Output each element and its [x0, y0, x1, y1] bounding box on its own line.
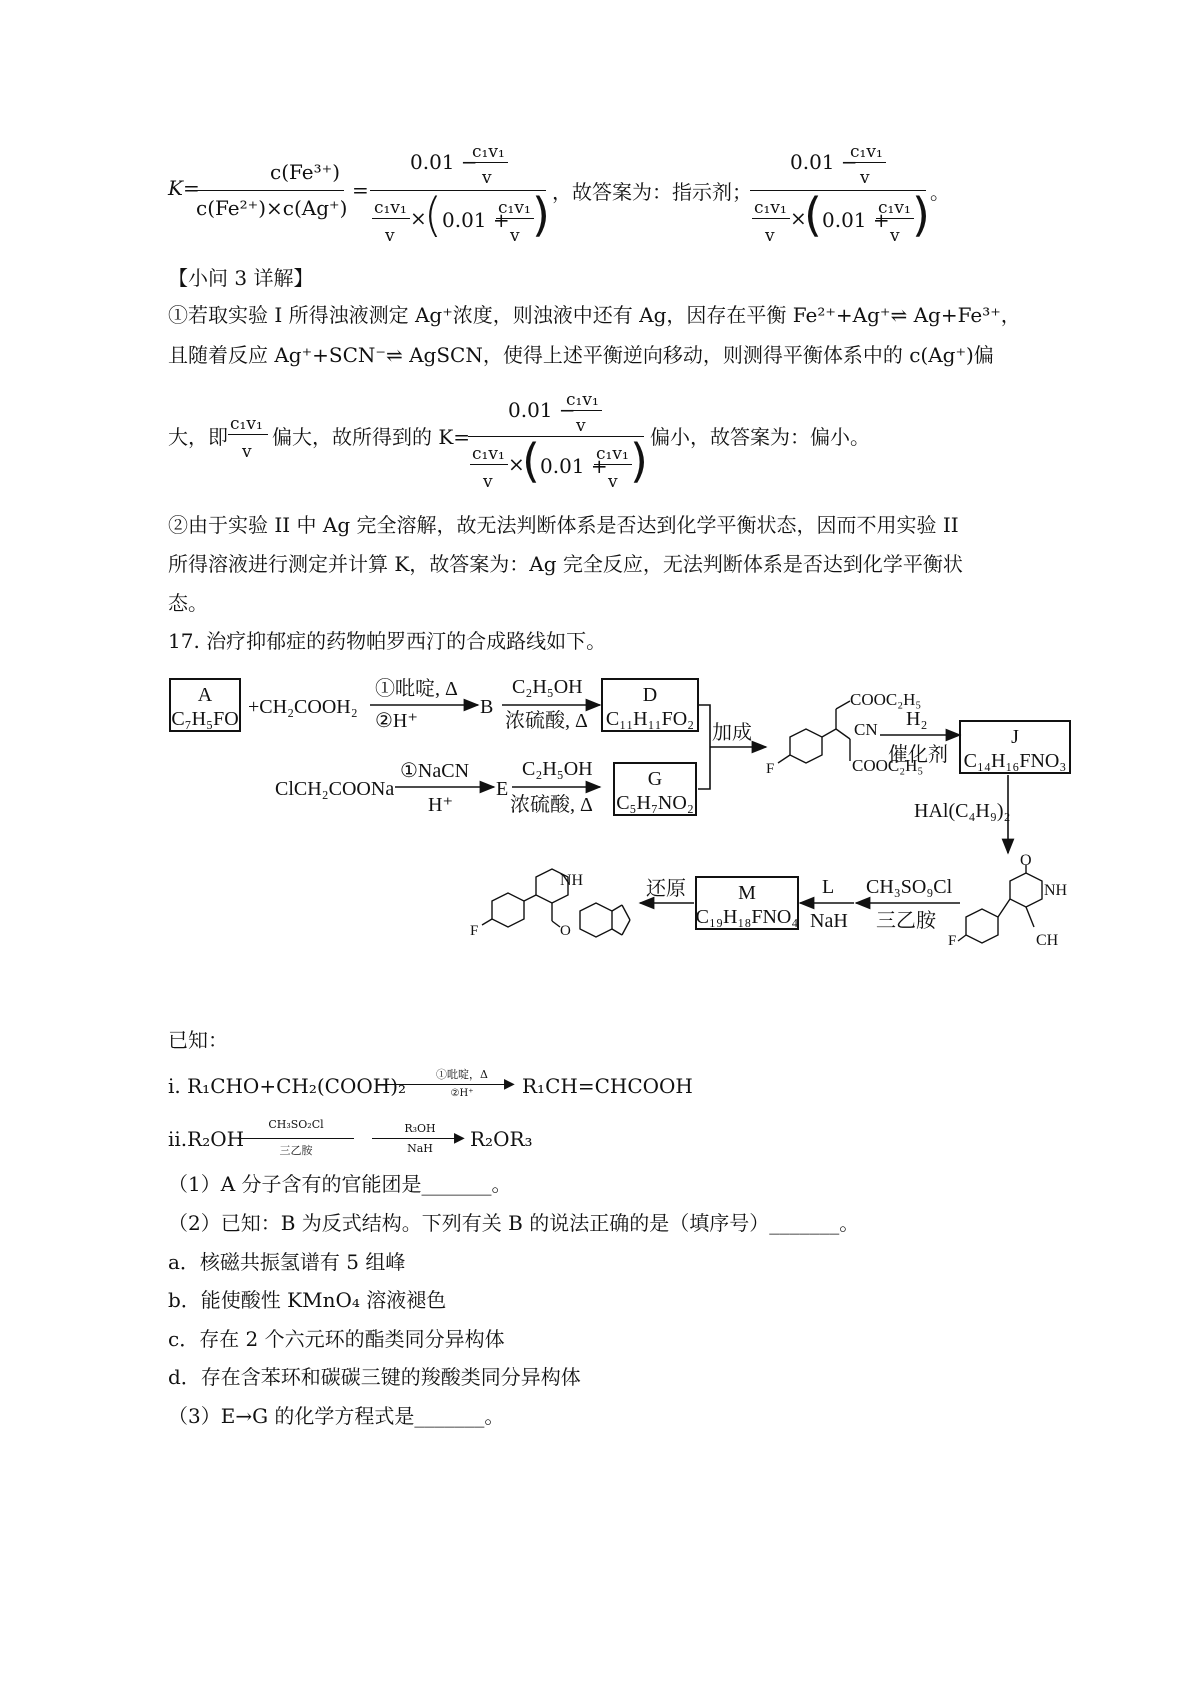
int-cooc2h5-top: COOC₂H₅ [850, 690, 922, 709]
den-c1v1b: c₁v₁ [498, 198, 531, 218]
known-ii-c1-top: CH₃SO₂Cl [268, 1118, 324, 1131]
k-numerator: c(Fe³⁺) [270, 160, 340, 184]
box-g-label: G [647, 768, 663, 790]
den-bar [372, 218, 410, 219]
cond3-top: ①NaCN [400, 760, 470, 782]
cond4a-top: C₂H₅OH [522, 758, 593, 780]
answer-indicator: ，故答案为：指示剂； [552, 180, 752, 204]
known-ii-right: R₂OR₃ [470, 1127, 533, 1151]
known-ii-c2-top: R₃OH [404, 1122, 436, 1135]
box-j-label: J [1011, 726, 1019, 748]
den3-bar2 [594, 464, 632, 465]
q3-p2-line2: 所得溶液进行测定并计算 K，故答案为：Ag 完全反应，无法判断体系是否达到化学平衡状 [168, 552, 963, 576]
den-bar2 [496, 218, 534, 219]
label-e: E [496, 778, 509, 800]
box-d-formula: C₁₁H₁₁FO₂ [605, 708, 695, 730]
lactam-f: F [948, 933, 957, 949]
known-ii-bar [238, 1138, 354, 1139]
known-ii-c1-bot: 三乙胺 [279, 1144, 313, 1157]
clch2coona: ClCH₂COONa [275, 778, 395, 800]
box-m-label: M [738, 882, 756, 904]
cond4a-bot: 浓硫酸, Δ [510, 794, 593, 816]
frac2-a: 0.01 − [790, 150, 858, 174]
addition-label: 加成 [712, 722, 752, 744]
known-i-arrowhead: ▶ [504, 1076, 515, 1092]
frac3-a: 0.01 − [508, 398, 576, 422]
known-ii-left: ii.R₂OH [168, 1127, 245, 1151]
synthesis-scheme [160, 665, 1080, 965]
frac2-c1v1: c₁v₁ [850, 142, 883, 162]
box-j-formula: C₁₄H₁₆FNO₃ [963, 750, 1067, 772]
paren3-open: ( [522, 434, 540, 488]
den3-v: v [483, 472, 493, 492]
frac3-c1v1: c₁v₁ [566, 390, 599, 410]
den-vb: v [510, 226, 520, 246]
known-i-left: i. R₁CHO+CH₂(COOH)₂ [168, 1074, 407, 1098]
cond9: 还原 [646, 878, 686, 900]
inner-bar2 [846, 162, 886, 163]
lactam-nh: NH [1044, 882, 1068, 899]
paren2-open: ( [804, 188, 822, 242]
cond8-bot: NaH [810, 910, 848, 932]
known-i-bot: ②H⁺ [450, 1088, 474, 1099]
den-c1v1: c₁v₁ [374, 198, 407, 218]
known-title: 已知： [168, 1028, 228, 1052]
question-1: （1）A 分子含有的官能团是_______。 [168, 1172, 512, 1196]
option-c: c．存在 2 个六元环的酯类同分异构体 [168, 1327, 505, 1351]
q17-title: 17. 治疗抑郁症的药物帕罗西汀的合成路线如下。 [168, 629, 607, 653]
cond7-top: CH₃SO₉Cl [866, 876, 953, 898]
den3-paren: 0.01 + [540, 454, 608, 478]
frac2-v: v [860, 168, 870, 188]
q3-p1-line3a: 大，即 [168, 425, 228, 449]
reagent-ch2cooh2: +CH₂COOH₂ [248, 696, 358, 718]
paren-open: ( [424, 188, 442, 242]
inner-bar [468, 162, 508, 163]
cond5-bot: 催化剂 [888, 744, 948, 766]
frac3-v: v [576, 416, 586, 436]
den3-c1v1b: c₁v₁ [596, 444, 629, 464]
bracket [698, 705, 710, 789]
known-i-top: ①吡啶，Δ [436, 1068, 488, 1081]
inner-bar3 [562, 410, 602, 411]
k-fraction-bar [196, 190, 344, 191]
intermediate-structure [778, 701, 850, 763]
cond5-top: H₂ [906, 708, 928, 730]
int-cn: CN [854, 720, 878, 739]
q3-p1-line2: 且随着反应 Ag⁺+SCN⁻⇌ AgSCN，使得上述平衡逆向移动，则测得平衡体系中的 c(Ag⁺)偏 [168, 343, 994, 367]
k-end: 。 [930, 180, 950, 204]
known-ii-arrowhead: ▶ [454, 1130, 465, 1146]
paren2-close: ) [912, 188, 930, 242]
box-g-formula: C₅H₇NO₂ [616, 792, 694, 814]
option-b: b．能使酸性 KMnO₄ 溶液褪色 [168, 1288, 447, 1312]
inline-bar [228, 434, 268, 435]
cond1-top: ①吡啶, Δ [375, 678, 458, 700]
cond8-top: L [822, 876, 835, 898]
q3-p2-line3: 态。 [168, 591, 208, 615]
k-denominator: c(Fe²⁺)×c(Ag⁺) [196, 196, 348, 220]
known-ii-arrow-line [372, 1138, 458, 1139]
known-i-arrow-line [378, 1084, 508, 1085]
den3-vb: v [608, 472, 618, 492]
den-times: × [410, 206, 427, 230]
q3-p2-line1: ②由于实验 II 中 Ag 完全溶解，故无法判断体系是否达到化学平衡状态，因而不用实验 II [168, 513, 959, 537]
den2-c1v1b: c₁v₁ [878, 198, 911, 218]
box-a-label: A [197, 684, 213, 706]
inline-c1v1: c₁v₁ [230, 414, 263, 434]
main-bar2 [750, 190, 926, 191]
cond3-bot: H⁺ [428, 794, 453, 816]
q3-header: 【小问 3 详解】 [168, 266, 314, 290]
main-bar3 [468, 436, 644, 437]
cond1-bot: ②H⁺ [375, 710, 418, 732]
den2-c1v1: c₁v₁ [754, 198, 787, 218]
question-2: （2）已知：B 为反式结构。下列有关 B 的说法正确的是（填序号）_______。 [168, 1211, 860, 1235]
lactam-structure [958, 865, 1042, 943]
den2-vb: v [890, 226, 900, 246]
lactam-o: O [1020, 852, 1032, 869]
frac-v: v [482, 168, 492, 188]
cond6: HAl(C₄H₉)₂ [914, 800, 1011, 822]
final-o: O [560, 923, 571, 939]
final-nh: NH [560, 872, 584, 889]
box-d-label: D [642, 684, 658, 706]
den3-c1v1: c₁v₁ [472, 444, 505, 464]
known-ii-c2-bot: NaH [407, 1142, 433, 1155]
known-i-right: R₁CH=CHCOOH [522, 1074, 693, 1098]
q3-p1-line3b: 偏大，故所得到的 K= [272, 425, 471, 449]
den2-paren: 0.01 + [822, 208, 890, 232]
inline-v: v [242, 442, 252, 462]
k-lhs: K= [168, 176, 200, 200]
final-f: F [470, 923, 479, 939]
option-d: d．存在含苯环和碳碳三键的羧酸类同分异构体 [168, 1365, 581, 1389]
cond2-top: C₂H₅OH [512, 676, 583, 698]
frac-a: 0.01 − [410, 150, 478, 174]
den3-bar [470, 464, 508, 465]
main-bar [370, 190, 546, 191]
lactam-ch: CH [1036, 932, 1059, 949]
cond2-bot: 浓硫酸, Δ [505, 710, 588, 732]
option-a: a．核磁共振氢谱有 5 组峰 [168, 1250, 406, 1274]
den2-times: × [790, 206, 807, 230]
den2-v: v [765, 226, 775, 246]
paroxetine-structure [482, 869, 630, 937]
q3-p1-line3c: 偏小，故答案为：偏小。 [650, 425, 870, 449]
box-a-formula: C₇H₅FO [171, 708, 239, 730]
question-3: （3）E→G 的化学方程式是_______。 [168, 1404, 505, 1428]
den-v: v [385, 226, 395, 246]
paren-close: ) [532, 188, 550, 242]
k-equals: = [352, 178, 369, 202]
q3-p1-line1: ①若取实验 I 所得浊液测定 Ag⁺浓度，则浊液中还有 Ag，因存在平衡 Fe²⁺+Ag⁺⇌ Ag+Fe³⁺， [168, 303, 1021, 327]
paren3-close: ) [630, 434, 648, 488]
den3-times: × [508, 452, 525, 476]
den2-bar2 [876, 218, 914, 219]
int-cooc2h5-bot: COOC₂H₅ [852, 756, 924, 775]
den2-bar [752, 218, 790, 219]
label-b: B [480, 696, 494, 718]
cond7-bot: 三乙胺 [876, 910, 936, 932]
frac-c1v1: c₁v₁ [472, 142, 505, 162]
box-m-formula: C₁₉H₁₈FNO₄ [695, 906, 799, 928]
den-paren: 0.01 + [442, 208, 510, 232]
int-f: F [766, 761, 775, 777]
